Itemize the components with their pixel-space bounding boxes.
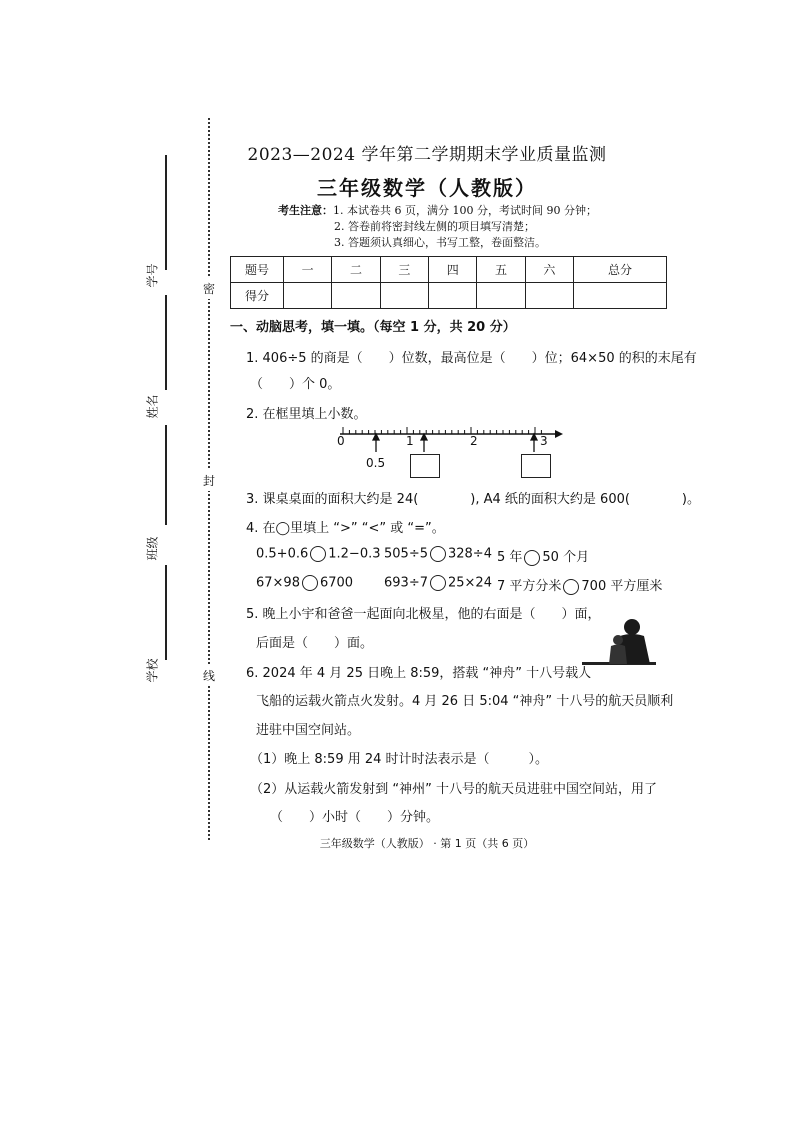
name-label: 姓名 xyxy=(145,394,160,419)
numberline-label-0: 0 xyxy=(337,434,345,448)
compare-item: 5 年 50 个月 xyxy=(497,550,590,565)
compare-item: 0.5+0.6 1.2−0.3 xyxy=(256,546,381,562)
score-input-cell[interactable] xyxy=(284,283,332,309)
compare-circle[interactable] xyxy=(302,575,318,591)
compare-circle[interactable] xyxy=(430,546,446,562)
score-input-cell[interactable] xyxy=(429,283,477,309)
question-6-line-3: 进驻中国空间站。 xyxy=(256,723,361,738)
numberline-given-value: 0.5 xyxy=(366,456,386,470)
question-6-line-1: 6. 2024 年 4 月 25 日晚上 8:59，搭载 “神舟” 十八号载人 xyxy=(246,666,592,681)
score-cell: 二 xyxy=(332,257,380,283)
question-1-line-2: （ ）个 0。 xyxy=(250,377,341,392)
seal-char-feng: 封 xyxy=(203,470,215,491)
score-cell: 六 xyxy=(525,257,573,283)
score-cell: 四 xyxy=(429,257,477,283)
exam-note-3: 3. 答题须认真细心，书写工整，卷面整洁。 xyxy=(334,236,546,249)
question-5-line-2: 后面是（ ）面。 xyxy=(256,636,374,651)
page-footer: 三年级数学（人教版） · 第 1 页（共 6 页） xyxy=(319,837,535,850)
numberline-label-3: 3 xyxy=(540,434,548,448)
compare-item: 505÷5 328÷4 xyxy=(384,546,492,562)
compare-item: 7 平方分米 700 平方厘米 xyxy=(497,579,663,594)
score-input-cell[interactable] xyxy=(332,283,380,309)
compare-circle[interactable] xyxy=(563,579,579,595)
question-6-line-2: 飞船的运载火箭点火发射。4 月 26 日 5:04 “神舟” 十八号的航天员顺利 xyxy=(256,694,674,709)
numberline-label-2: 2 xyxy=(470,434,478,448)
compare-circle[interactable] xyxy=(310,546,326,562)
score-input-cell[interactable] xyxy=(574,283,667,309)
compare-circle[interactable] xyxy=(430,575,446,591)
question-5-line-1: 5. 晚上小宇和爸爸一起面向北极星，他的右面是（ ）面， xyxy=(246,607,601,622)
question-3: 3. 课桌桌面的面积大约是 24( ), A4 纸的面积大约是 600( )。 xyxy=(246,492,701,507)
score-input-cell[interactable] xyxy=(380,283,428,309)
exam-note-1: 考生注意：1. 本试卷共 6 页，满分 100 分，考试时间 90 分钟； xyxy=(278,204,597,217)
score-cell: 一 xyxy=(284,257,332,283)
score-input-cell[interactable] xyxy=(477,283,525,309)
question-6-sub-1: （1）晚上 8:59 用 24 时计时法表示是（ ）。 xyxy=(250,752,549,767)
class-line xyxy=(165,565,167,660)
question-6-sub-2-line-1: （2）从运载火箭发射到 “神州” 十八号的航天员进驻中国空间站，用了 xyxy=(250,782,658,797)
seal-char-mi: 密 xyxy=(203,278,215,299)
question-1-line-1: 1. 406÷5 的商是（ ）位数，最高位是（ ）位；64×50 的积的末尾有 xyxy=(246,351,697,366)
question-6-sub-2-line-2: （ ）小时（ ）分钟。 xyxy=(270,810,440,825)
name-line xyxy=(165,295,167,390)
seal-char-xian: 线 xyxy=(203,665,215,686)
score-input-cell[interactable] xyxy=(525,283,573,309)
compare-item: 693÷7 25×24 xyxy=(384,575,492,591)
score-row-label: 得分 xyxy=(231,283,284,309)
exam-notes xyxy=(278,203,597,251)
numberline-answer-box-2[interactable] xyxy=(521,454,551,478)
score-cell: 五 xyxy=(477,257,525,283)
score-cell: 总分 xyxy=(574,257,667,283)
compare-circle[interactable] xyxy=(524,550,540,566)
name-line-2 xyxy=(165,425,167,525)
score-cell: 题号 xyxy=(231,257,284,283)
question-4: 4. 在◯里填上 “>” “<” 或 “=”。 xyxy=(246,521,445,536)
question-2: 2. 在框里填上小数。 xyxy=(246,407,367,422)
score-cell: 三 xyxy=(380,257,428,283)
compare-item: 67×98 6700 xyxy=(256,575,354,591)
numberline-label-1: 1 xyxy=(406,434,414,448)
numberline-answer-box-1[interactable] xyxy=(410,454,440,478)
score-table xyxy=(230,256,667,309)
exam-notes-prefix: 考生注意： xyxy=(278,204,333,217)
score-table-score-row xyxy=(231,283,667,309)
exam-note-2: 2. 答卷前将密封线左侧的项目填写清楚； xyxy=(334,220,535,233)
student-no-label: 学号 xyxy=(145,263,160,288)
class-label: 班级 xyxy=(145,536,160,561)
exam-subtitle: 三年级数学（人教版） xyxy=(317,176,537,200)
school-label: 学校 xyxy=(145,658,160,683)
father-son-silhouette-illustration xyxy=(582,618,656,668)
exam-title: 2023—2024 学年第二学期期末学业质量监测 xyxy=(247,145,607,165)
section-1-title: 一、动脑思考，填一填。（每空 1 分，共 20 分） xyxy=(230,320,516,335)
score-table-header-row xyxy=(231,257,667,283)
